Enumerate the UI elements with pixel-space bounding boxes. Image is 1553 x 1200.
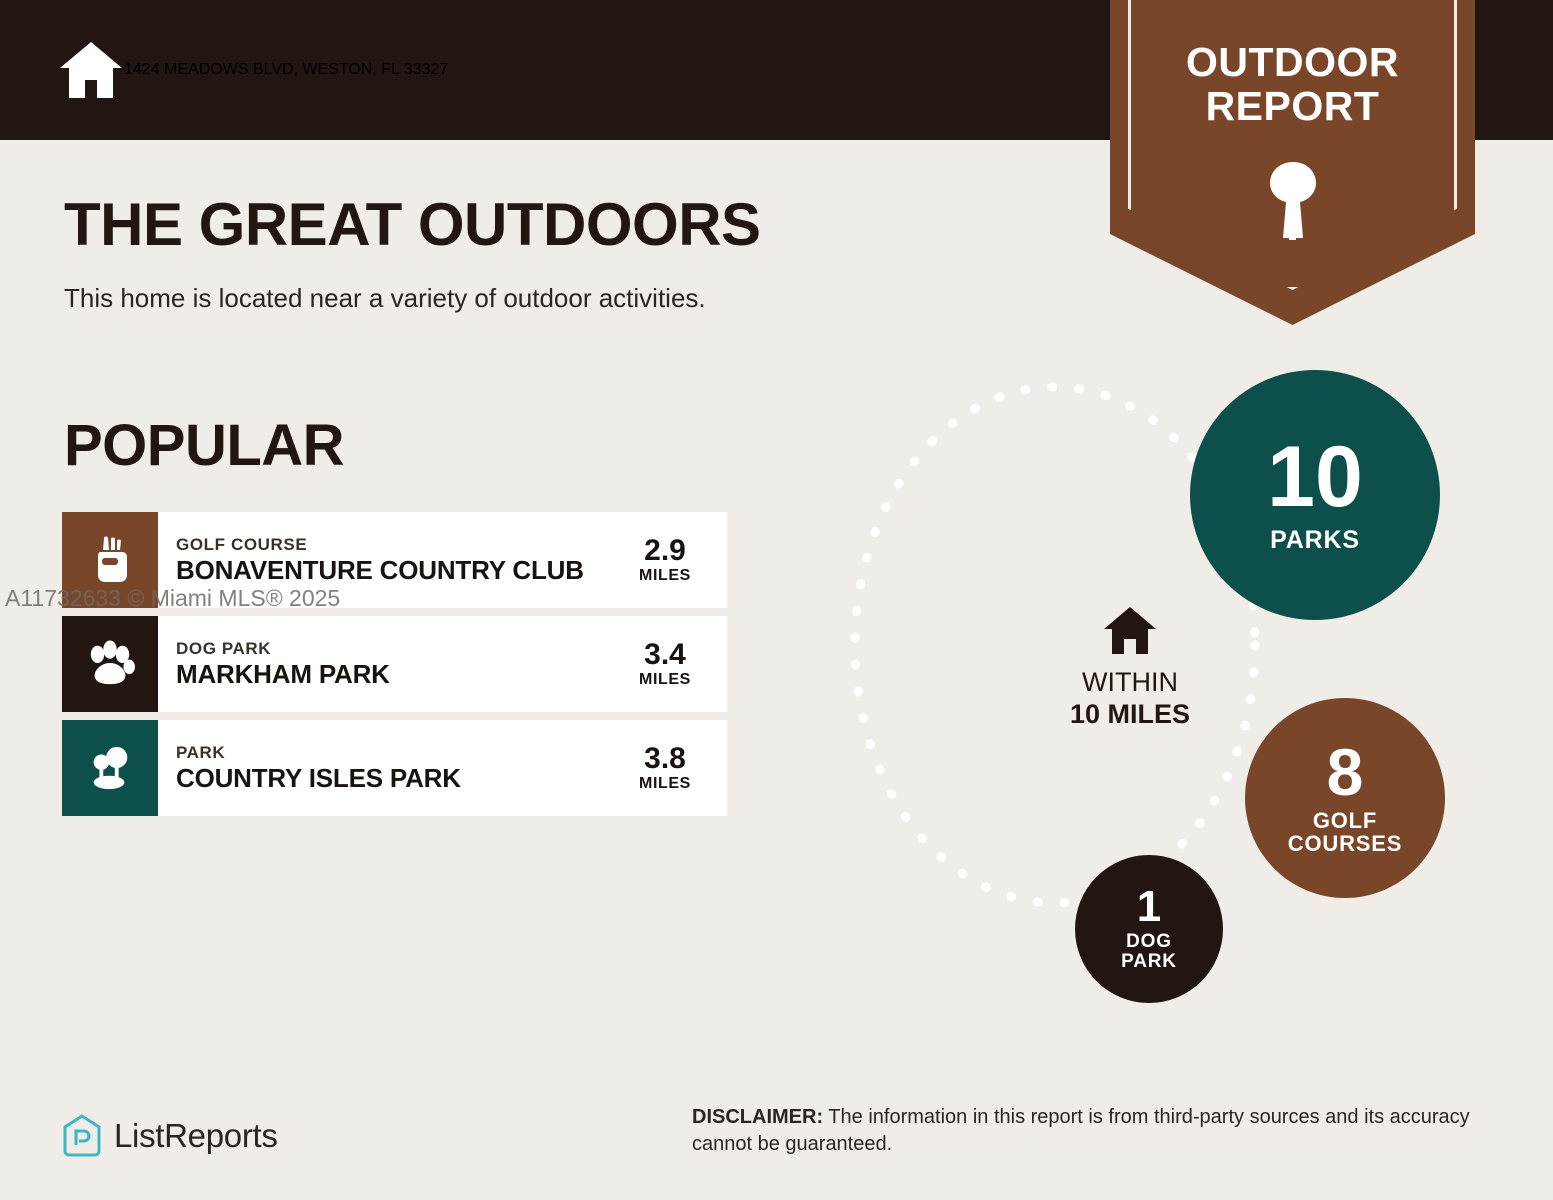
diagram-center-line1: WITHIN bbox=[1082, 667, 1178, 697]
list-item-name: COUNTRY ISLES PARK bbox=[176, 762, 461, 793]
golf-courses-label-line1: GOLF bbox=[1312, 808, 1378, 834]
property-address: 1424 MEADOWS BLVD, WESTON, FL 33327 bbox=[124, 61, 449, 78]
badge-title-line2: REPORT bbox=[1205, 83, 1380, 130]
badge-title-line1: OUTDOOR bbox=[1185, 39, 1400, 85]
list-item[interactable] bbox=[62, 616, 727, 712]
disclaimer-label: DISCLAIMER: bbox=[692, 1106, 824, 1128]
golf-bag-icon bbox=[62, 512, 158, 608]
paw-icon bbox=[62, 616, 158, 712]
disclaimer bbox=[692, 1104, 1497, 1158]
distance-value: 3.8 bbox=[644, 742, 686, 776]
popular-heading: POPULAR bbox=[64, 413, 345, 478]
list-item-category: PARK bbox=[176, 743, 226, 763]
list-item-text bbox=[158, 512, 611, 608]
mls-watermark: A11732633 © Miami MLS® 2025 bbox=[5, 585, 341, 611]
list-item-distance bbox=[611, 512, 727, 608]
distance-value: 2.9 bbox=[644, 534, 686, 568]
popular-list bbox=[62, 512, 727, 824]
list-item-text bbox=[158, 720, 611, 816]
dog-park-label-line1: DOG bbox=[1126, 931, 1172, 953]
stat-bubble-golf-courses bbox=[1245, 698, 1445, 898]
within-10-miles-diagram bbox=[800, 330, 1500, 1070]
home-icon bbox=[58, 40, 124, 100]
diagram-center-label bbox=[1015, 605, 1245, 730]
list-item-distance bbox=[611, 720, 727, 816]
golf-courses-count: 8 bbox=[1326, 734, 1364, 809]
page-title: THE GREAT OUTDOORS bbox=[64, 191, 761, 258]
diagram-center-line2: 10 MILES bbox=[1069, 699, 1191, 730]
distance-unit: MILES bbox=[639, 774, 691, 792]
list-item-name: MARKHAM PARK bbox=[176, 658, 390, 689]
list-item-category: GOLF COURSE bbox=[176, 535, 308, 555]
dog-park-count: 1 bbox=[1136, 881, 1162, 931]
badge-title bbox=[1110, 40, 1475, 129]
distance-value: 3.4 bbox=[644, 638, 686, 672]
home-icon bbox=[1102, 605, 1158, 655]
tree-icon bbox=[1258, 158, 1328, 242]
dog-park-label bbox=[1121, 932, 1177, 972]
park-icon bbox=[62, 720, 158, 816]
list-item-name: BONAVENTURE COUNTRY CLUB bbox=[176, 554, 584, 585]
list-item-text bbox=[158, 616, 611, 712]
parks-count: 10 bbox=[1267, 429, 1363, 526]
golf-courses-label bbox=[1288, 809, 1402, 855]
list-item[interactable] bbox=[62, 512, 727, 608]
listreports-logo-text: ListReports bbox=[114, 1117, 278, 1154]
distance-unit: MILES bbox=[639, 566, 691, 584]
list-item-category: DOG PARK bbox=[176, 639, 272, 659]
stat-bubble-parks bbox=[1190, 370, 1440, 620]
listreports-logo-icon bbox=[62, 1114, 102, 1158]
dog-park-label-line2: PARK bbox=[1121, 951, 1177, 973]
disclaimer-text: The information in this report is from third-party sources and its accuracy cannot be guaranteed. bbox=[692, 1106, 1470, 1155]
parks-label: PARKS bbox=[1270, 525, 1360, 554]
list-item-distance bbox=[611, 616, 727, 712]
page-subtitle: This home is located near a variety of outdoor activities. bbox=[64, 283, 706, 313]
list-item[interactable] bbox=[62, 720, 727, 816]
golf-courses-label-line2: COURSES bbox=[1287, 831, 1403, 857]
stat-bubble-dog-park bbox=[1075, 855, 1223, 1003]
listreports-logo[interactable] bbox=[62, 1114, 278, 1158]
distance-unit: MILES bbox=[639, 670, 691, 688]
